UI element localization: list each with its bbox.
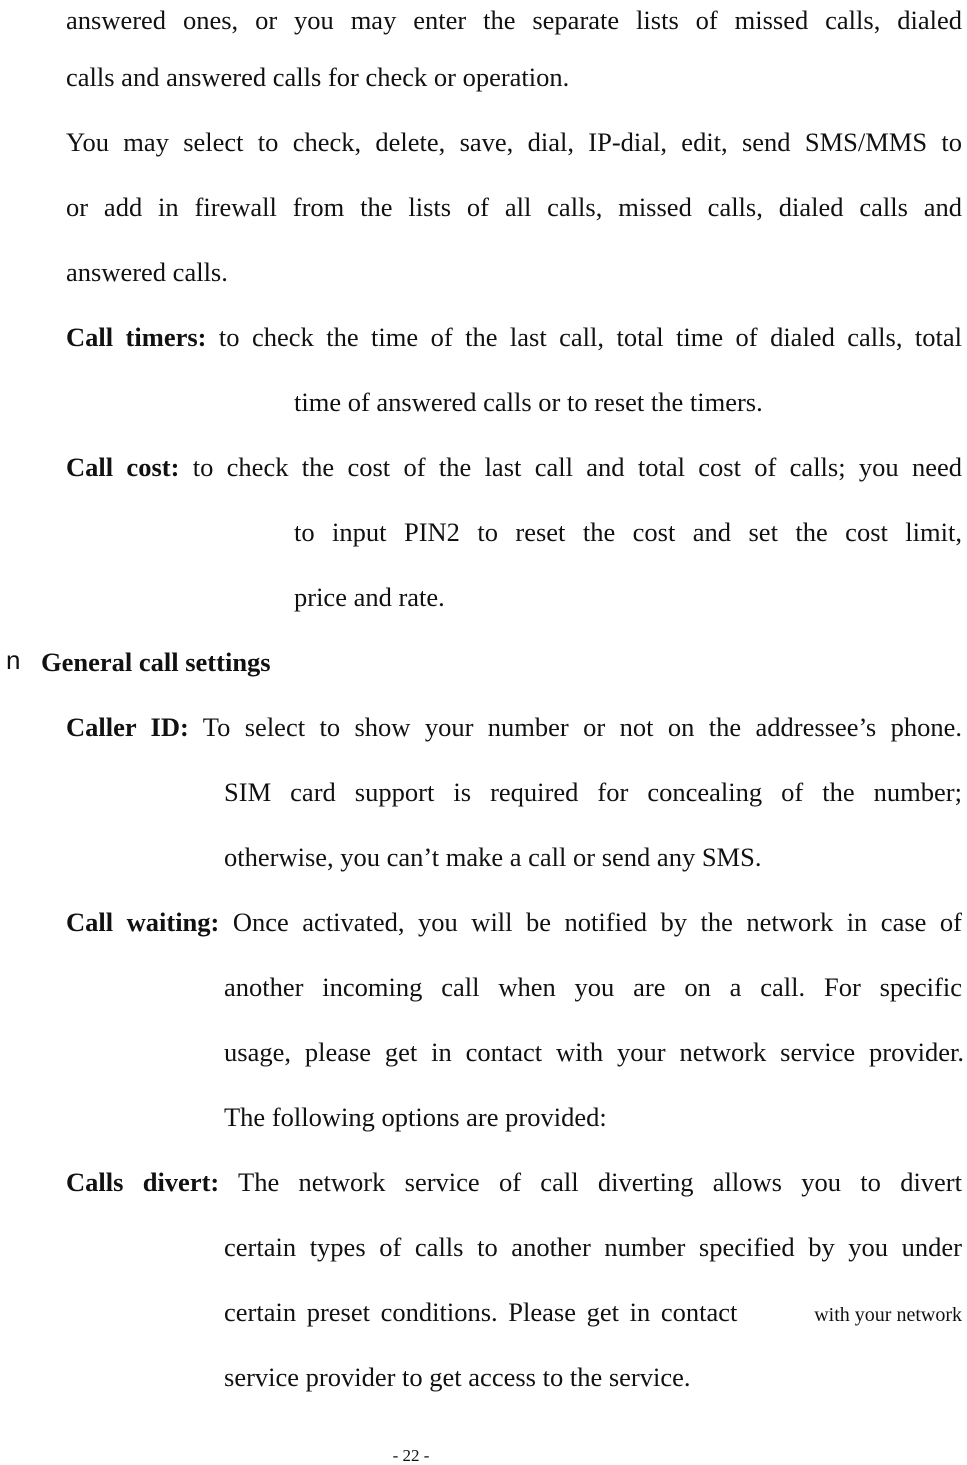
- caller-id-term: Caller ID:: [66, 712, 189, 742]
- select-para-line-1: You may select to check, delete, save, dial, IP-dial, edit, send SMS/MMS to: [66, 127, 962, 157]
- call-cost-line-3: price and rate.: [294, 582, 445, 612]
- call-timers-term: Call timers:: [66, 322, 207, 352]
- call-timers-line-2: time of answered calls or to reset the timers.: [294, 387, 763, 417]
- calls-divert-line-1: [66, 1169, 962, 1196]
- calls-divert-term: Calls divert:: [66, 1167, 220, 1197]
- call-waiting-line-4: The following options are provided:: [224, 1102, 607, 1132]
- call-waiting-line-3: usage, please get in contact with your network service provider.: [224, 1037, 964, 1067]
- call-timers-line-1: [66, 324, 962, 351]
- call-cost-term: Call cost:: [66, 452, 180, 482]
- caller-id-line-3: otherwise, you can’t make a call or send any SMS.: [224, 842, 762, 872]
- calls-divert-desc: The network service of call diverting allows you to divert: [219, 1167, 962, 1197]
- call-waiting-line-2: another incoming call when you are on a call. For specific: [224, 972, 962, 1002]
- caller-id-line-1: [66, 714, 962, 741]
- section-bullet: n: [6, 645, 21, 675]
- calls-divert-line-3: [224, 1299, 962, 1326]
- caller-id-line-2: SIM card support is required for concealing of the number;: [224, 777, 962, 807]
- call-cost-desc: to check the cost of the last call and total cost of calls; you need: [179, 452, 963, 482]
- intro-line-2: calls and answered calls for check or operation.: [66, 62, 570, 92]
- calls-divert-line-3-small: with your network: [814, 1304, 962, 1326]
- call-cost-line-2: to input PIN2 to reset the cost and set the cost limit,: [294, 517, 962, 547]
- call-waiting-desc: Once activated, you will be notified by the network in case of: [219, 907, 962, 937]
- call-waiting-term: Call waiting:: [66, 907, 220, 937]
- select-para-line-3: answered calls.: [66, 257, 228, 287]
- call-waiting-line-1: [66, 909, 962, 936]
- select-para-line-2: or add in firewall from the lists of all calls, missed calls, dialed calls and: [66, 192, 962, 222]
- calls-divert-line-2: certain types of calls to another number specified by you under: [224, 1232, 962, 1262]
- section-heading: General call settings: [41, 647, 271, 677]
- intro-line-1: answered ones, or you may enter the separate lists of missed calls, dialed: [66, 5, 962, 35]
- calls-divert-line-4: service provider to get access to the service.: [224, 1362, 691, 1392]
- page-number: - 22 -: [392, 1446, 430, 1465]
- call-timers-desc: to check the time of the last call, total time of dialed calls, total: [206, 322, 962, 352]
- call-cost-line-1: [66, 454, 962, 481]
- caller-id-desc: To select to show your number or not on the addressee’s phone.: [188, 712, 963, 742]
- calls-divert-line-3-main: certain preset conditions. Please get in contact: [224, 1297, 738, 1327]
